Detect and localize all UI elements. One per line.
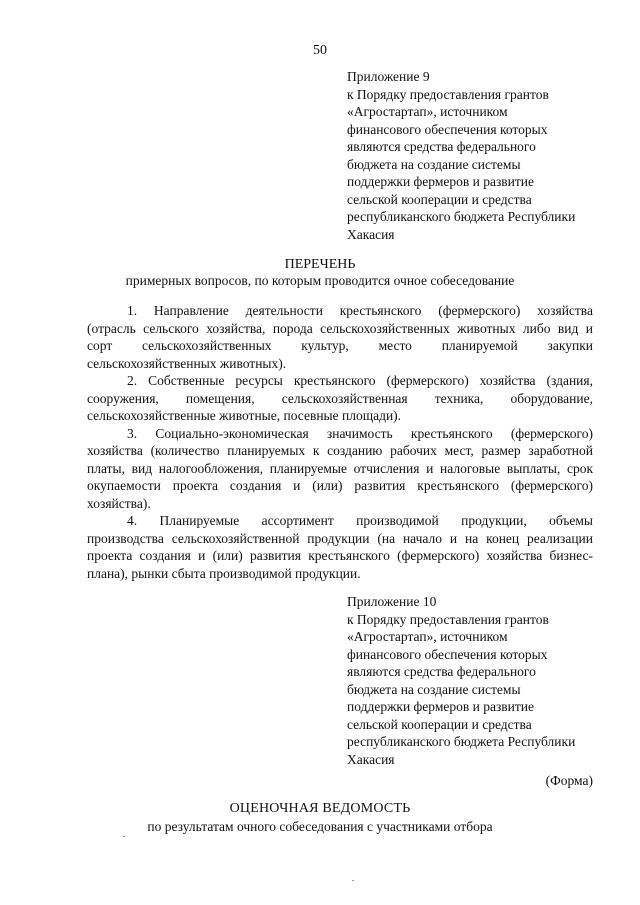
appendix-10-line: бюджета на создание системы (347, 681, 521, 697)
list-title: ПЕРЕЧЕНЬ (284, 257, 356, 272)
appendix-10-line: являются средства федерального (347, 664, 536, 679)
appendix-9-line: республиканского бюджета Республики (347, 209, 576, 224)
appendix-10-line: поддержки фермеров и развитие (347, 699, 535, 714)
list-item-line: сельскохозяйственные животные, посевные площади). (87, 408, 402, 423)
appendix-9-header (347, 68, 607, 243)
appendix-9-line: поддержки фермеров и развитие (347, 174, 535, 189)
appendix-9-line: к Порядку предоставления грантов (347, 86, 549, 102)
scan-speck (352, 880, 354, 881)
list-item-line: проекта создания и (или) развития крестьянского (фермерского) хозяйства бизнес- (87, 548, 593, 563)
list-item (87, 302, 593, 372)
appendix-9-line: бюджета на создание системы (347, 156, 521, 172)
scan-speck (123, 836, 125, 837)
appendix-9-line: «Агростартап», источником (347, 104, 508, 119)
list-item-line: 1. Направление деятельности крестьянского (фермерского) хозяйства (127, 303, 593, 318)
list-item-line: сооружения, помещения, сельскохозяйственная техника, оборудование, (87, 390, 593, 406)
list-item-line: окупаемости проекта создания и (или) развития крестьянского (фермерского) (87, 478, 593, 493)
list-item (87, 372, 593, 425)
appendix-10-line: «Агростартап», источником (347, 629, 508, 644)
list-subtitle: примерных вопросов, по которым проводится очное собеседование (125, 273, 515, 288)
appendix-9-line: сельской кооперации и средства (347, 191, 532, 207)
appendix-9-line: финансового обеспечения которых (347, 121, 548, 137)
list-item-line: сорт сельскохозяйственных культур, место планируемой закупки (87, 338, 593, 353)
appendix-10-line: Хакасия (347, 751, 395, 767)
list-item-line: хозяйства (количество планируемых к созданию рабочих мест, размер заработной (87, 443, 593, 458)
list-item (87, 512, 593, 582)
form-label: (Форма) (545, 773, 593, 788)
assessment-sheet-title: ОЦЕНОЧНАЯ ВЕДОМОСТЬ (229, 801, 411, 816)
appendix-9-line: Хакасия (347, 226, 395, 242)
list-item-line: сельскохозяйственных животных). (87, 355, 287, 371)
appendix-9-line: Приложение 9 (347, 69, 430, 84)
appendix-10-line: сельской кооперации и средства (347, 716, 532, 732)
appendix-10-line: финансового обеспечения которых (347, 646, 548, 662)
list-item-line: производства сельскохозяйственной продукции (на начало и на конец реализации (87, 530, 593, 546)
page-number: 50 (313, 43, 327, 58)
appendix-9-line: являются средства федерального (347, 139, 536, 154)
list-item-line: (отрасль сельского хозяйства, порода сельскохозяйственных животных либо вид и (87, 320, 593, 336)
list-item-line: платы, вид налогообложения, планируемые отчисления и налоговые выплаты, срок (87, 460, 593, 476)
appendix-10-line: к Порядку предоставления грантов (347, 611, 549, 627)
appendix-10-line: республиканского бюджета Республики (347, 734, 576, 749)
list-item-line: хозяйства). (87, 495, 151, 511)
list-item-line: плана), рынки сбыта производимой продукции. (87, 565, 361, 581)
list-item-line: 2. Собственные ресурсы крестьянского (фермерского) хозяйства (здания, (127, 373, 593, 388)
assessment-sheet-subtitle: по результатам очного собеседования с участниками отбора (147, 819, 493, 834)
appendix-10-header (347, 593, 607, 768)
appendix-10-line: Приложение 10 (347, 594, 437, 609)
list-item-line: 4. Планируемые ассортимент производимой продукции, объемы (127, 513, 593, 528)
list-item-line: 3. Социально-экономическая значимость крестьянского (фермерского) (127, 425, 593, 441)
questions-list (87, 302, 593, 582)
list-item (87, 425, 593, 513)
